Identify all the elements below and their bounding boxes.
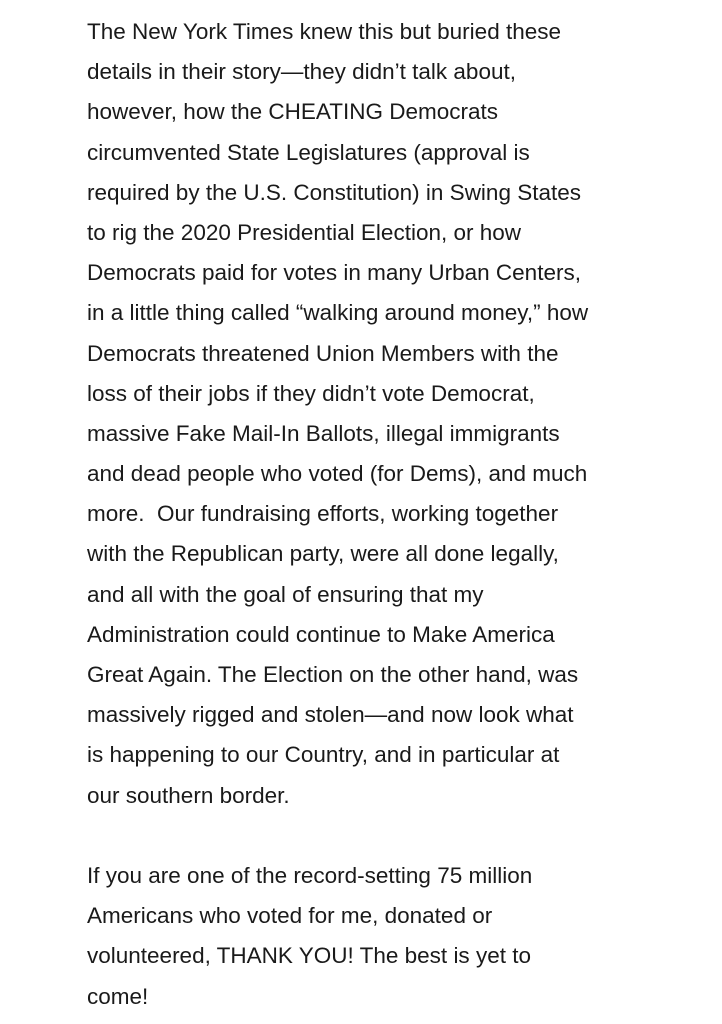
- text-line: to rig the 2020 Presidential Election, or how: [87, 219, 522, 245]
- text-line: our southern border.: [87, 782, 290, 808]
- text-line: loss of their jobs if they didn’t vote Democrat,: [87, 380, 535, 406]
- statement-document: [87, 12, 707, 1017]
- text-line: and dead people who voted (for Dems), and much: [87, 461, 588, 487]
- text-line: Great Again. The Election on the other hand, was: [87, 662, 579, 687]
- text-line: massive Fake Mail-In Ballots, illegal immigrants: [87, 420, 560, 446]
- text-line: is happening to our Country, and in particular at: [87, 742, 560, 768]
- paragraph-thank-you: [87, 856, 707, 1017]
- text-line: details in their story—they didn’t talk about,: [87, 59, 516, 85]
- text-line: more. Our fundraising efforts, working together: [87, 501, 559, 527]
- text-line: The New York Times knew this but buried these: [87, 19, 561, 44]
- text-line: Administration could continue to Make America: [87, 621, 555, 647]
- text-line: massively rigged and stolen—and now look what: [87, 702, 574, 728]
- paragraph-election-claims: [87, 12, 707, 816]
- text-line: required by the U.S. Constitution) in Swing States: [87, 179, 582, 205]
- text-line: Democrats threatened Union Members with the: [87, 340, 559, 366]
- text-line: and all with the goal of ensuring that my: [87, 581, 484, 607]
- text-line: come!: [87, 983, 149, 1009]
- text-line: volunteered, THANK YOU! The best is yet to: [87, 943, 531, 969]
- text-line: however, how the CHEATING Democrats: [87, 99, 498, 125]
- text-line: circumvented State Legislatures (approval is: [87, 139, 530, 165]
- text-line: Americans who voted for me, donated or: [87, 903, 493, 929]
- text-line: If you are one of the record-setting 75 million: [87, 862, 533, 888]
- paragraph-spacer: [87, 816, 707, 856]
- text-line: Democrats paid for votes in many Urban Centers,: [87, 260, 581, 286]
- text-line: with the Republican party, were all done legally,: [87, 541, 559, 567]
- text-line: in a little thing called “walking around money,” how: [87, 300, 589, 326]
